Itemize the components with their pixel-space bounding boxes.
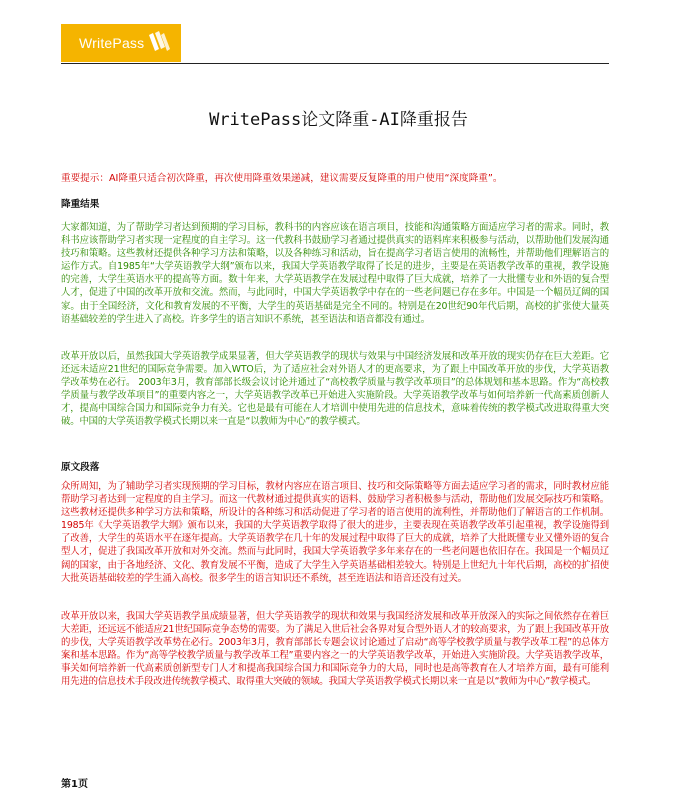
writepass-logo xyxy=(61,24,181,62)
original-heading: 原文段落 xyxy=(61,462,100,473)
report-title: WritePass论文降重-AI降重报告 xyxy=(209,110,468,130)
page-number: 第1页 xyxy=(61,779,88,790)
book-stack-icon xyxy=(145,29,173,57)
original-paragraph-2: 改革开放以来，我国大学英语教学虽成绩显著，但大学英语教学的现状和效果与我国经济发展和改革开放深入的实际之间依然存在着巨大差距，还远远不能适应21世纪国际竞争态势的需要。为了满足入世后社会各界对复合型外语人才的较高要求，为了跟上我国改革开放的步伐，大学英语教学改革势在必行。2003年3月，教育部部长专题会议讨论通过了启动“高等学校教学质量与教学改革工程”的总体方案和基本思路。作为“高等学校教学质量与教学改革工程”重要内容之一的大学英语教学改革，开始进入实施阶段。大学英语教学改革，事关如何培养新一代高素质创新型专门人才和提高我国综合国力和国际竞争力的大局，同时也是高等教育在人才培养方面，最有可能利用先进的信息技术手段改进传统教学模式、取得重大突破的领域。我国大学英语教学模式长期以来一直是以“教师为中心”教学模式。 xyxy=(61,611,609,688)
result-heading: 降重结果 xyxy=(61,199,100,210)
important-notice: 重要提示：AI降重只适合初次降重，再次使用降重效果递减，建议需要反复降重的用户使用“深度降重”。 xyxy=(61,173,503,184)
header-divider xyxy=(61,63,609,64)
original-paragraph-1: 众所周知，为了辅助学习者实现预期的学习目标，教材内容应在语言项目、技巧和交际策略等方面去适应学习者的需求，同时教材应能帮助学习者达到一定程度的自主学习。而这一代教材通过提供真实的语料、鼓励学习者积极参与活动，帮助他们发展交际技巧和策略。这些教材还提供多种学习方法和策略，所设计的各种练习和活动促进了学习者的语言使用的流利性，并帮助他们了解语言的工作机制。1985年《大学英语教学大纲》颁布以来，我国的大学英语教学取得了很大的进步，主要表现在英语教学改革引起重视，教学设施得到了改善，大学生的英语水平在逐年提高。大学英语教学在几十年的发展过程中取得了巨大的成就，培养了大批既懂专业又懂外语的复合型人才，促进了我国改革开放和对外交流。然而与此同时，我国大学英语教学多年来存在的一些老问题也依旧存在。我国是一个幅员辽阔的国家，由于各地经济、文化、教育发展不平衡，造成了大学生入学英语基础相差较大。特别是上世纪九十年代后期，高校的扩招使大批英语基础较差的学生涌入高校。很多学生的语言知识还不系统，甚至连语法和语音还没有过关。 xyxy=(61,481,609,584)
logo-text: WritePass xyxy=(79,35,145,51)
result-paragraph-2: 改革开放以后，虽然我国大学英语教学成果显著，但大学英语教学的现状与效果与中国经济发展和改革开放的现实仍存在巨大差距。它还远未适应21世纪的国际竞争需要。加入WTO后，为了适应社会对外语人才的更高要求，为了跟上中国改革开放的步伐，大学英语教学改革势在必行。 2003年3月，教育部部长级会议讨论并通过了“高校教学质量与教学改革项目”的总体规划和基本思路。作为“高校教学质量与教学改革项目”的重要内容之一，大学英语教学改革已开始进入实施阶段。大学英语教学改革与如何培养新一代高素质创新人才，提高中国综合国力和国际竞争力有关。它也是最有可能在人才培训中使用先进的信息技术，意味着传统的教学模式改进取得重大突破。中国的大学英语教学模式长期以来一直是“以教师为中心”的教学模式。 xyxy=(61,351,609,428)
result-paragraph-1: 大家都知道，为了帮助学习者达到预期的学习目标，教科书的内容应该在语言项目，技能和沟通策略方面适应学习者的需求。同时，教科书应该帮助学习者实现一定程度的自主学习。这一代教科书鼓励学习者通过提供真实的语料库来积极参与活动，以帮助他们发展沟通技巧和策略。这些教材还提供各种学习方法和策略，以及各种练习和活动，旨在提高学习者语言使用的流畅性，并帮助他们理解语言的运作方式。自1985年“大学英语教学大纲”颁布以来，我国大学英语教学取得了长足的进步，主要是在英语教学改革的重视，教学设施的完善，大学生英语水平的提高等方面。数十年来，大学英语教学在发展过程中取得了巨大成就，培养了一大批懂专业和外语的复合型人才，促进了中国的改革开放和交流。然而，与此同时，中国大学英语教学中存在的一些老问题已存在多年。中国是一个幅员辽阔的国家。由于全国经济，文化和教育发展的不平衡，大学生的英语基础是完全不同的。特别是在20世纪90年代后期，高校的扩张使大量英语基础较差的学生进入了高校。许多学生的语言知识不系统，甚至语法和语音都没有通过。 xyxy=(61,222,609,325)
